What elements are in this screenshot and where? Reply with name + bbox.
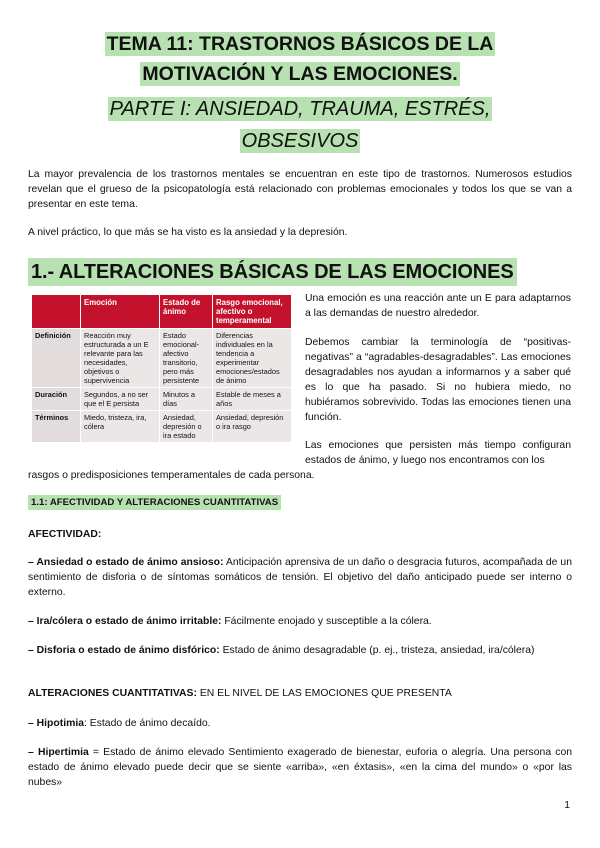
hipertimia-item [28, 745, 572, 790]
table-cell: Segundos, a no ser que el E persista [81, 388, 160, 411]
hipertimia-label: – Hipertimia [28, 747, 89, 758]
mood-paragraph-continued: rasgos o predisposiciones temperamentales de cada persona. [28, 470, 315, 481]
definition-label: – Ira/cólera o estado de ánimo irritable: [28, 616, 222, 627]
table-header-cell: Estado de ánimo [160, 295, 213, 329]
intro-paragraph-2: A nivel práctico, lo que más se ha visto es la ansiedad y la depresión. [28, 227, 348, 238]
emotion-comparison-table [31, 294, 292, 443]
table-header-cell: Rasgo emocional, afectivo o temperamental [213, 295, 292, 329]
alteraciones-text: EN EL NIVEL DE LAS EMOCIONES QUE PRESENTA [196, 688, 452, 699]
hipotimia-label: – Hipotimia [28, 718, 85, 729]
title-line-2: MOTIVACIÓN Y LAS EMOCIONES. [142, 63, 458, 85]
emotion-definition-paragraph: Una emoción es una reacción ante un E para adaptarnos a las demandas de nuestro alrededor. [305, 293, 571, 319]
table-row [32, 329, 292, 388]
table-cell: Ansiedad, depresión o ira rasgo [213, 411, 292, 443]
table-header-cell [32, 295, 81, 329]
table-cell: Miedo, tristeza, ira, cólera [81, 411, 160, 443]
table-header-row [32, 295, 292, 329]
table-cell: Estado emocional-afectivo transitorio, pero más persistente [160, 329, 213, 388]
intro-paragraph-1: La mayor prevalencia de los trastornos mentales se encuentran en este tipo de trastornos. Numerosos estudios revelan que el grueso de la psicopatología está relacionado con problemas emocionales y todos los que se van a presentar en este tema. [28, 169, 572, 210]
table-row-header: Definición [32, 329, 81, 388]
table-cell: Minutos a días [160, 388, 213, 411]
section-heading-1-1: 1.1: AFECTIVIDAD Y ALTERACIONES CUANTITATIVAS [28, 495, 281, 510]
definition-text: Fácilmente enojado y susceptible a la cólera. [221, 616, 432, 627]
hipertimia-text: = Estado de ánimo elevado Sentimiento exagerado de bienestar, euforia o alegría. Una persona con estado de ánimo elevado puede decir que se siente «arriba», «en éxtasis», «en la cima del mundo» o «por las nubes» [28, 747, 573, 788]
hipotimia-item [28, 716, 572, 731]
definition-item [28, 555, 572, 600]
alteraciones-heading [28, 686, 572, 701]
definition-text: Anticipación aprensiva de un daño o desgracia futuros, acompañada de un sentimiento de disforia o de síntomas somáticos de tensión. El objetivo del daño anticipado puede ser interno o externo. [28, 557, 572, 598]
definition-item [28, 614, 572, 629]
document-title [0, 30, 600, 158]
table-row [32, 388, 292, 411]
title-line-1: TEMA 11: TRASTORNOS BÁSICOS DE LA [106, 33, 494, 55]
page-number: 1 [564, 800, 570, 811]
table-row-header: Términos [32, 411, 81, 443]
table-row [32, 411, 292, 443]
subtitle-line-1: PARTE I: ANSIEDAD, TRAUMA, ESTRÉS, [109, 98, 491, 120]
table-cell: Reacción muy estructurada a un E relevante para las necesidades, objetivos o supervivencia [81, 329, 160, 388]
table-cell: Ansiedad, depresión o ira estado [160, 411, 213, 443]
definition-label: – Ansiedad o estado de ánimo ansioso: [28, 557, 224, 568]
table-header-cell: Emoción [81, 295, 160, 329]
table-cell: Diferencias individuales en la tendencia a experimentar emociones/estados de ánimo [213, 329, 292, 388]
definition-text: Estado de ánimo desagradable (p. ej., tristeza, ansiedad, ira/cólera) [219, 645, 535, 656]
subtitle-line-2: OBSESIVOS [241, 130, 359, 152]
table-row-header: Duración [32, 388, 81, 411]
definition-item [28, 643, 572, 658]
terminology-paragraph: Debemos cambiar la terminología de “positivas-negativas” a “agradables-desagradables”. Las emociones desagradables nos ayudan a informarnos y a saber qué es lo que ha pasado. Si no hubiera miedo, no hubiéramos sobrevivido. Todas las emociones tienen una función. [305, 337, 571, 423]
alteraciones-label: ALTERACIONES CUANTITATIVAS: [28, 688, 197, 699]
definition-label: – Disforia o estado de ánimo disfórico: [28, 645, 220, 656]
table-cell: Estable de meses a años [213, 388, 292, 411]
section-heading-1: 1.- ALTERACIONES BÁSICAS DE LAS EMOCIONES [28, 258, 517, 286]
hipotimia-text: : Estado de ánimo decaído. [84, 718, 211, 729]
mood-paragraph: Las emociones que persisten más tiempo configuran estados de ánimo, y luego nos encontramos con los [305, 440, 571, 466]
afectividad-heading: AFECTIVIDAD: [28, 529, 102, 540]
